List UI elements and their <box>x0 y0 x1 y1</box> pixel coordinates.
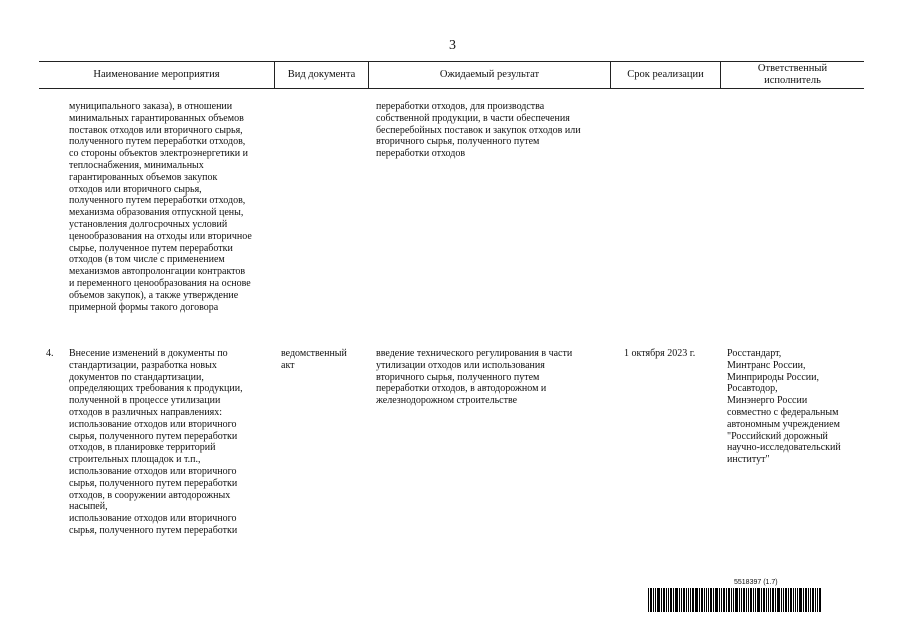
barcode-bar <box>755 588 756 612</box>
barcode-bar <box>723 588 725 612</box>
column-header-result: Ожидаемый результат <box>368 62 610 88</box>
barcode-bar <box>706 588 707 612</box>
barcode-bar <box>812 588 814 612</box>
barcode-bar <box>739 588 740 612</box>
barcode-bar <box>748 588 749 612</box>
row4-result: введение технического регулирования в части утилизации отходов или использования вторичного сырья, полученного путем переработки отходов, в автодорожном и железнодорожном строительстве <box>376 348 573 407</box>
barcode-bar <box>817 588 818 612</box>
barcode-bar <box>704 588 705 612</box>
barcode-label: 5518397 (1.7) <box>734 579 778 586</box>
barcode-bar <box>761 588 762 612</box>
barcode-bar <box>675 588 678 612</box>
barcode-bar <box>797 588 798 612</box>
barcode-bar <box>670 588 672 612</box>
row4-doc-type: ведомственный акт <box>281 348 347 371</box>
barcode-bar <box>785 588 787 612</box>
barcode-bar <box>733 588 734 612</box>
barcode-bar <box>783 588 784 612</box>
table-header-bottom-rule <box>39 88 864 89</box>
barcode-bar <box>766 588 767 612</box>
barcode-bar <box>819 588 821 612</box>
barcode-bar <box>692 588 694 612</box>
barcode-bar <box>668 588 669 612</box>
page-number: 3 <box>449 38 456 53</box>
barcode-bar <box>746 588 747 612</box>
barcode-bar <box>673 588 674 612</box>
barcode-bar <box>815 588 816 612</box>
barcode-bar <box>719 588 720 612</box>
barcode-bar <box>653 588 654 612</box>
barcode-bar <box>757 588 760 612</box>
barcode-bar <box>781 588 782 612</box>
barcode-bar <box>795 588 796 612</box>
barcode-bar <box>650 588 652 612</box>
barcode-bar <box>743 588 745 612</box>
barcode-bar <box>686 588 687 612</box>
barcode-bar <box>788 588 789 612</box>
barcode-bar <box>710 588 712 612</box>
barcode-bar <box>683 588 685 612</box>
barcode-bar <box>793 588 794 612</box>
barcode-bar <box>655 588 656 612</box>
barcode-bar <box>695 588 698 612</box>
barcode-bar <box>731 588 732 612</box>
barcode-bar <box>699 588 700 612</box>
barcode-bar <box>790 588 792 612</box>
barcode-bar <box>770 588 771 612</box>
barcode-bar <box>726 588 727 612</box>
barcode-bar <box>810 588 811 612</box>
row4-responsible: Росстандарт, Минтранс России, Минприроды России, Росавтодор, Минэнерго России совместно с федеральным автономным учреждением "Российский дорожный научно-исследовательский институт" <box>727 348 841 466</box>
barcode-bar <box>661 588 662 612</box>
barcode-bar <box>805 588 807 612</box>
barcode-bar <box>721 588 722 612</box>
row4-name: Внесение изменений в документы по стандартизации, разработка новых документов по стандартизации, определяющих требования к продукции, полученной в процессе утилизации отходов в различных направлениях: использование отходов или вторичного сырья, полученного путем переработки отходов, в планировке территорий строительных площадок и т.п., использование отходов или вторичного сырья, полученного путем переработки отходов, в сооружении автодорожных насыпей, использование отходов или вторичного сырья, полученного путем переработки <box>69 348 243 536</box>
barcode-bar <box>713 588 714 612</box>
barcode-bar <box>750 588 752 612</box>
barcode-bar <box>735 588 738 612</box>
column-header-deadline: Срок реализации <box>610 62 720 88</box>
barcode-bar <box>803 588 804 612</box>
barcode-bar <box>688 588 689 612</box>
barcode-bar <box>663 588 665 612</box>
barcode-bar <box>741 588 742 612</box>
barcode-bar <box>777 588 780 612</box>
barcode-bar <box>666 588 667 612</box>
barcode-bar <box>768 588 769 612</box>
barcode-bar <box>648 588 649 612</box>
barcode-bar <box>799 588 802 612</box>
barcode-bar <box>690 588 691 612</box>
barcode-bar <box>728 588 730 612</box>
barcode-bar <box>775 588 776 612</box>
barcode-bar <box>701 588 703 612</box>
barcode-bar <box>753 588 754 612</box>
barcode-bar <box>681 588 682 612</box>
barcode-bar <box>657 588 660 612</box>
barcode-bar <box>772 588 774 612</box>
row4-index: 4. <box>46 348 54 359</box>
barcode-bar <box>763 588 765 612</box>
barcode-bar <box>808 588 809 612</box>
continued-row-name: муниципального заказа), в отношении минимальных гарантированных объемов поставок отходов или вторичного сырья, полученного путем переработки отходов, со стороны объектов электроэнергетики и теплоснабжения, минимальных гарантированных объемов закупок отходов или вторичного сырья, полученного путем переработки отходов, механизма образования отпускной цены, установления долгосрочных условий ценообразования на отходы или вторичное сырье, полученное путем переработки отходов (в том числе с применением механизмов автопролонгации контрактов и переменного ценообразования на основе объемов закупок), а также утверждение примерной формы такого договора <box>69 101 252 313</box>
barcode-bar <box>708 588 709 612</box>
column-header-name: Наименование мероприятия <box>93 69 220 80</box>
row4-deadline: 1 октября 2023 г. <box>624 348 696 359</box>
barcode-bar <box>679 588 680 612</box>
continued-row-result: переработки отходов, для производства собственной продукции, в части обеспечения бесперебойных поставок и закупок отходов или вторичного сырья, полученного путем переработки отходов <box>376 101 581 160</box>
column-header-doc-type: Вид документа <box>274 62 368 88</box>
column-header-responsible: Ответственный исполнитель <box>720 62 864 88</box>
barcode-bar <box>715 588 718 612</box>
barcode <box>648 588 864 612</box>
